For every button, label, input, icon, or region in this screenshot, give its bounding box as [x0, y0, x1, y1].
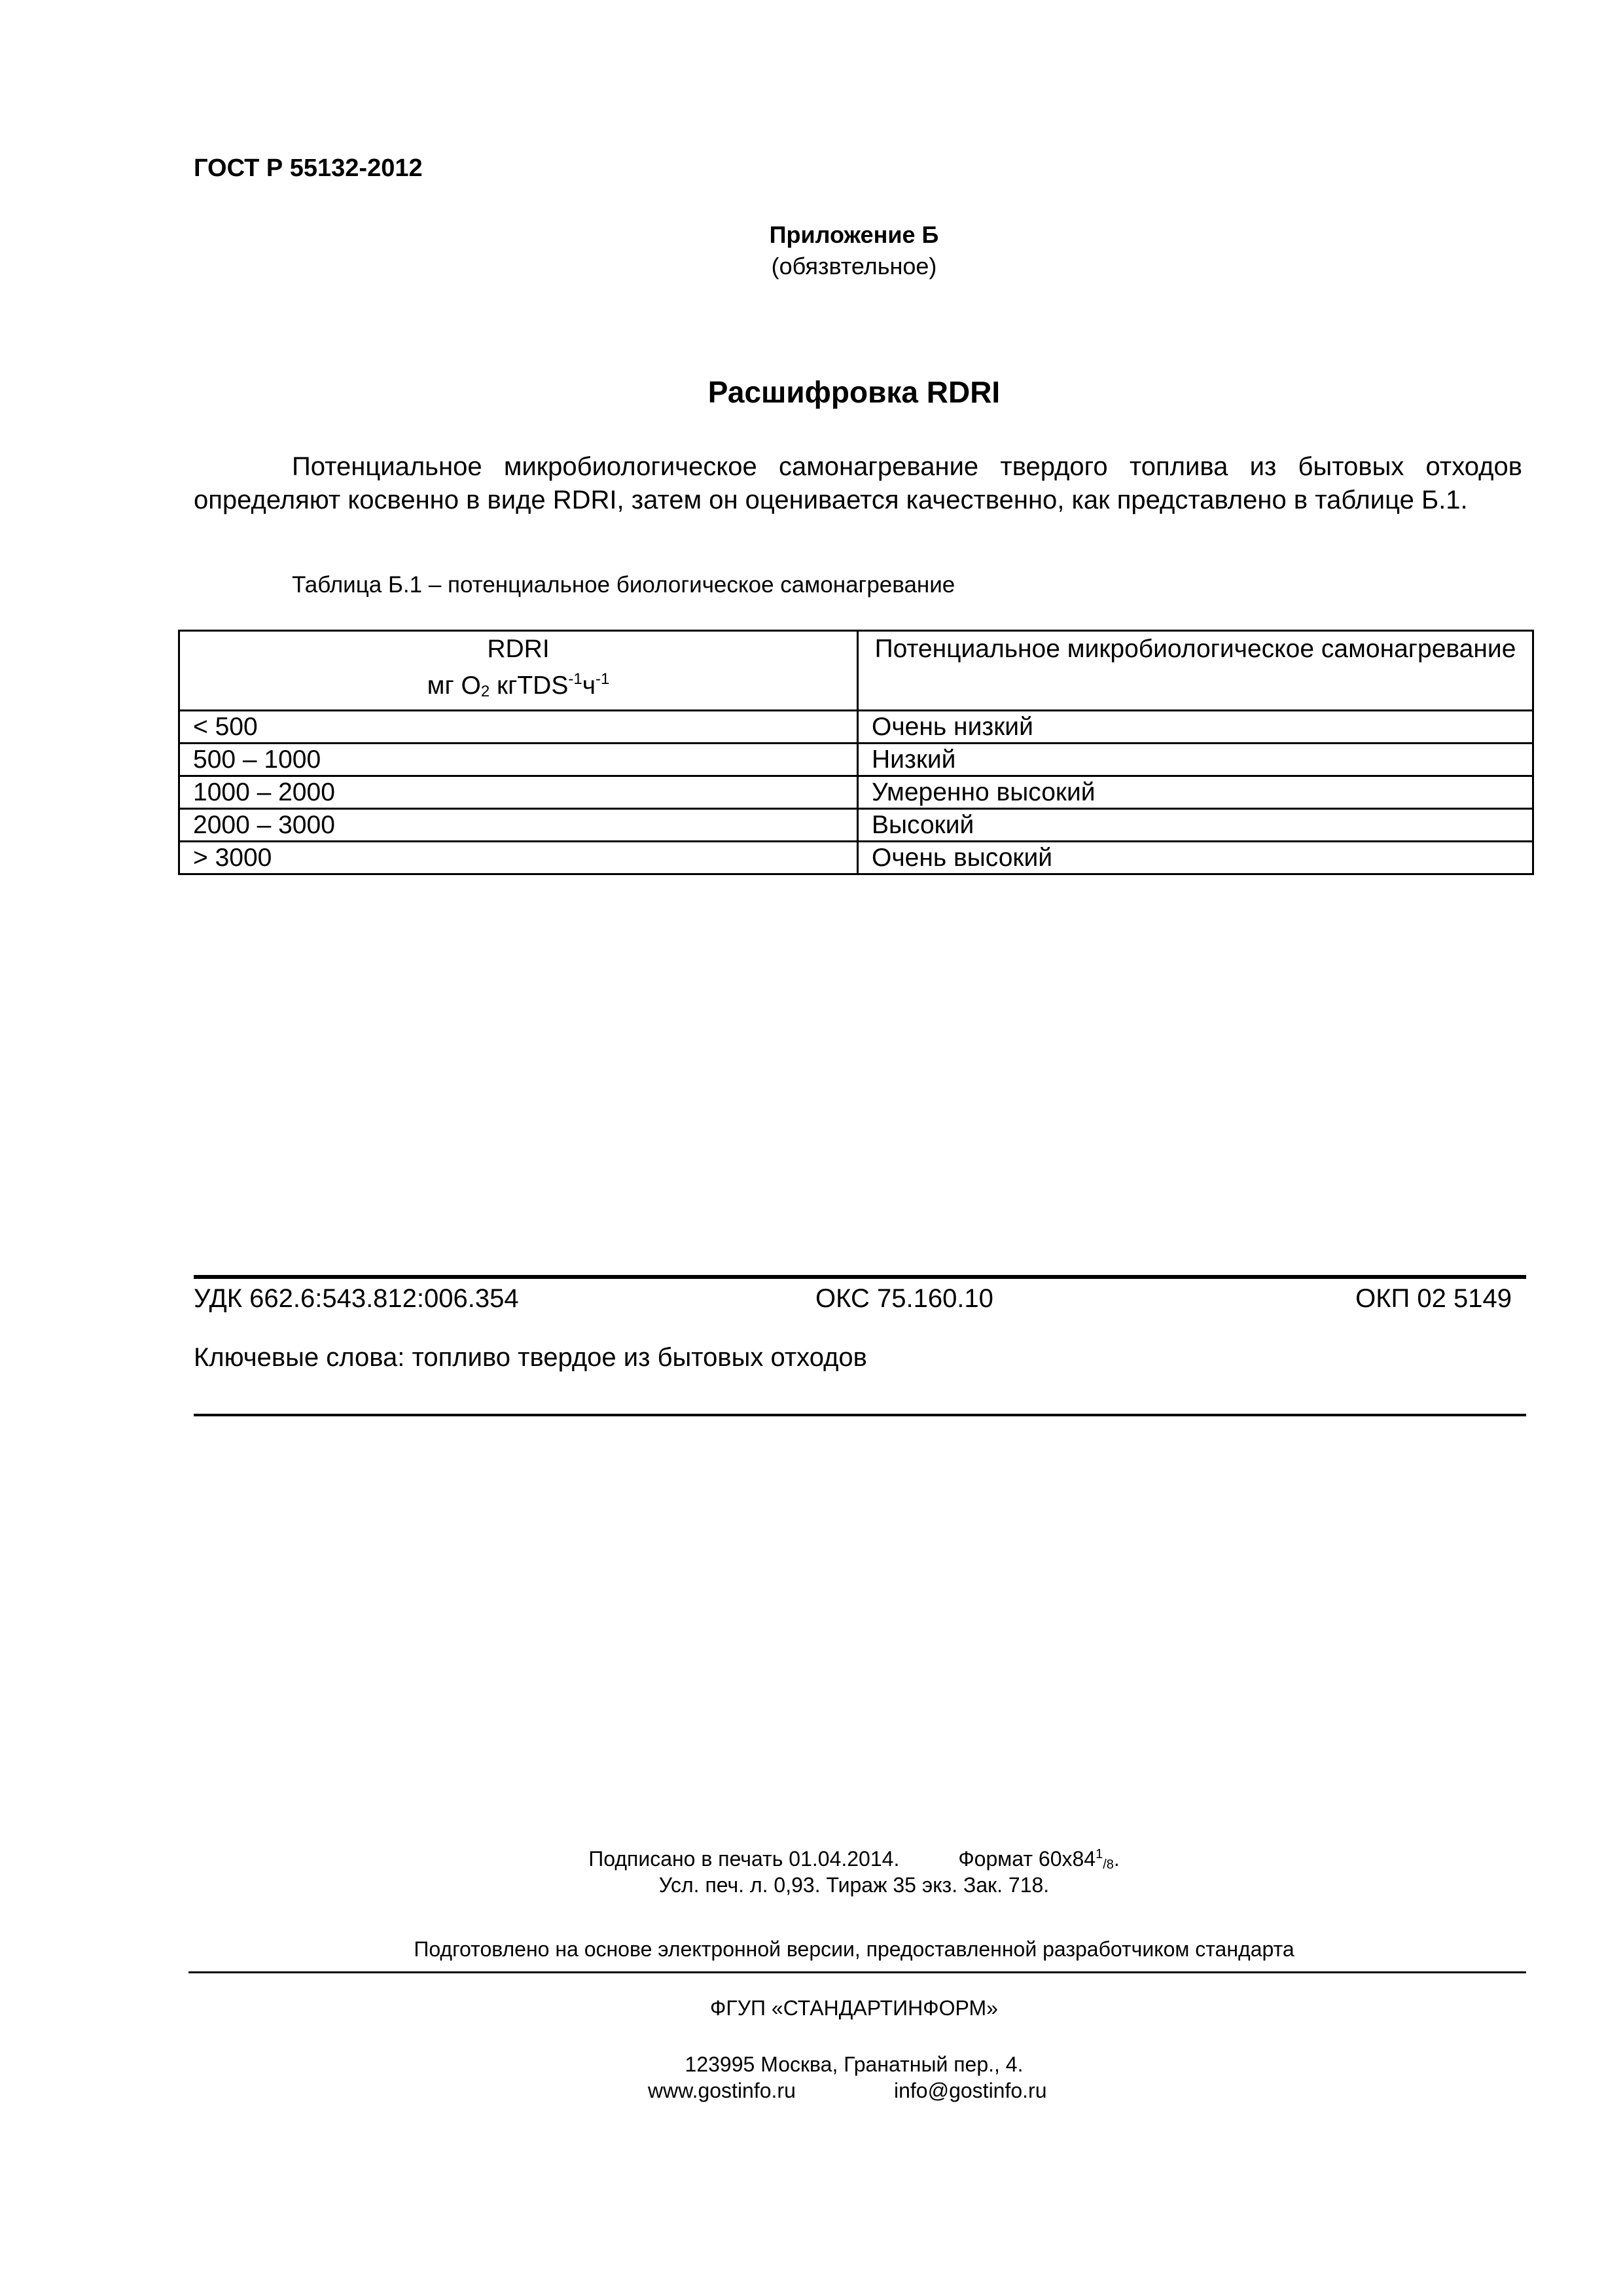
unit-part-b: кгTDS: [490, 672, 569, 700]
unit-part-a: мг O: [427, 672, 481, 700]
cell-level: Низкий: [858, 744, 1533, 776]
appendix-title: Приложение Б: [769, 221, 939, 248]
format-suffix: .: [1113, 1847, 1120, 1871]
intro-paragraph: [194, 450, 1522, 517]
header-self-heating: Потенциальное микробиологическое самонагревание: [858, 631, 1533, 711]
classification-codes: [194, 1284, 1526, 1317]
udk-code: УДК 662.6:543.812:006.354: [194, 1284, 519, 1313]
format-sup: 1: [1096, 1847, 1103, 1861]
cell-range: 2000 – 3000: [179, 809, 858, 842]
okp-code: ОКП 02 5149: [1355, 1284, 1512, 1313]
cell-level: Высокий: [858, 809, 1533, 842]
table-row: [179, 842, 1533, 874]
publisher-name: ФГУП «СТАНДАРТИНФОРМ»: [710, 1996, 998, 2020]
cell-range: 500 – 1000: [179, 744, 858, 776]
cell-range: < 500: [179, 711, 858, 744]
table-row: [179, 809, 1533, 842]
table-row: [179, 744, 1533, 776]
publisher-website: www.gostinfo.ru: [648, 2079, 796, 2102]
unit-sup-1: -1: [568, 670, 582, 688]
cell-level: Умеренно высокий: [858, 776, 1533, 809]
prepared-note: Подготовлено на основе электронной версии, предоставленной разработчиком стандарта: [414, 1937, 1294, 1961]
table-row: [179, 711, 1533, 744]
unit-sup-2: -1: [596, 670, 610, 688]
paper-format: Формат 60х84: [958, 1847, 1096, 1871]
signed-date: Подписано в печать 01.04.2014.: [588, 1847, 900, 1871]
table-header-row: [179, 631, 1533, 711]
header-rdri: [179, 631, 858, 711]
divider-top: [194, 1275, 1526, 1279]
rdri-table: [178, 630, 1534, 875]
cell-level: Очень низкий: [858, 711, 1533, 744]
publisher-email: info@gostinfo.ru: [894, 2079, 1047, 2102]
intro-text: Потенциальное микробиологическое самонагревание твердого топлива из бытовых отходов определяют косвенно в виде RDRI, затем он оценивается качественно, как представлено в таблице Б.1.: [194, 452, 1522, 514]
cell-level: Очень высокий: [858, 842, 1533, 874]
cell-range: 1000 – 2000: [179, 776, 858, 809]
header-rdri-title: RDRI: [487, 635, 550, 663]
keywords: Ключевые слова: топливо твердое из бытовых отходов: [194, 1343, 867, 1372]
table-row: [179, 776, 1533, 809]
appendix-status: (обязвтельное): [771, 253, 937, 279]
unit-part-c: ч: [582, 672, 596, 700]
divider-publisher: [188, 1971, 1526, 1973]
divider-bottom: [194, 1414, 1526, 1416]
imprint-signed-line: [0, 1847, 1623, 1873]
header-rdri-unit: [193, 664, 844, 707]
unit-sub-2: 2: [480, 683, 490, 700]
table-caption: Таблица Б.1 – потенциальное биологическое самонагревание: [292, 572, 955, 598]
section-title: Расшифровка RDRI: [707, 375, 1001, 409]
oks-code: ОКС 75.160.10: [815, 1284, 993, 1313]
document-code: ГОСТ Р 55132-2012: [194, 154, 423, 182]
cell-range: > 3000: [179, 842, 858, 874]
format-sub: /8: [1103, 1857, 1114, 1872]
publisher-address: 123995 Москва, Гранатный пер., 4.: [685, 2053, 1024, 2076]
imprint-details: Усл. печ. л. 0,93. Тираж 35 экз. Зак. 718.: [658, 1873, 1050, 1897]
